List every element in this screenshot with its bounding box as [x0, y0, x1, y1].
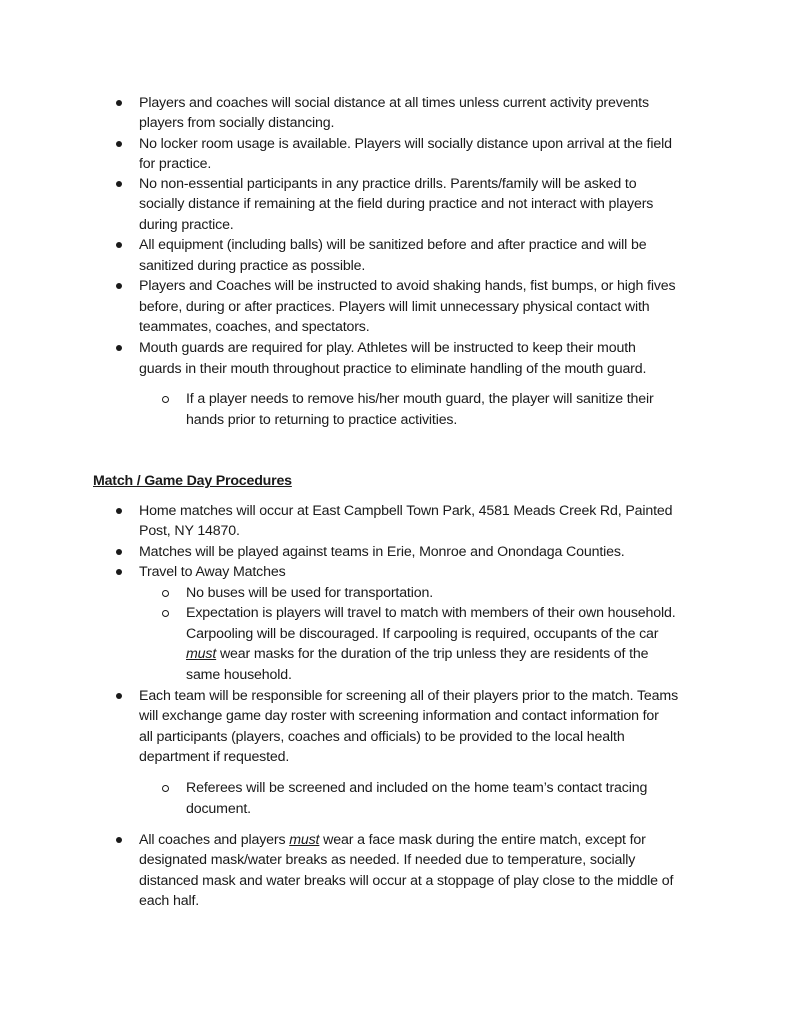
sub-list-item-line: must wear masks for the duration of the trip unless they are residents of the	[186, 646, 649, 662]
sub-list-item-line: Carpooling will be discouraged. If carpooling is required, occupants of the car	[186, 626, 659, 642]
list-item-line: guards in their mouth throughout practice to eliminate handling of the mouth guard.	[139, 361, 647, 377]
list-item-line: before, during or after practices. Players will limit unnecessary physical contact with	[139, 299, 650, 315]
list-item-line: Post, NY 14870.	[139, 523, 240, 539]
sub-bullet-icon	[162, 396, 169, 403]
bullet-icon	[116, 141, 122, 147]
list-item-line: will exchange game day roster with screening information and contact information for	[139, 708, 659, 724]
bullet-icon	[116, 837, 122, 843]
list-item-line: Players and Coaches will be instructed to avoid shaking hands, fist bumps, or high fives	[139, 278, 676, 294]
emphasis-must: must	[186, 646, 217, 662]
list-item-line: teammates, coaches, and spectators.	[139, 319, 370, 335]
sub-list-item-line: document.	[186, 801, 251, 817]
emphasis-must: must	[289, 832, 320, 848]
bullet-icon	[116, 100, 122, 106]
list-item-line: department if requested.	[139, 749, 290, 765]
bullet-icon	[116, 181, 122, 187]
list-item-line: Each team will be responsible for screening all of their players prior to the match. Teams	[139, 688, 679, 704]
sub-list-item-line: Expectation is players will travel to match with members of their own household.	[186, 605, 676, 621]
sub-list-item-line: hands prior to returning to practice activities.	[186, 412, 458, 428]
bullet-icon	[116, 283, 122, 289]
bullet-icon	[116, 345, 122, 351]
bullet-icon	[116, 242, 122, 248]
sub-list-item-line: Referees will be screened and included on the home team’s contact tracing	[186, 780, 648, 796]
sub-list-item-line: same household.	[186, 667, 292, 683]
list-item-line: distanced mask and water breaks will occur at a stoppage of play close to the middle of	[139, 873, 674, 889]
bullet-icon	[116, 508, 122, 514]
list-item-line: No non-essential participants in any practice drills. Parents/family will be asked to	[139, 176, 637, 192]
list-item-line: designated mask/water breaks as needed. If needed due to temperature, socially	[139, 852, 636, 868]
list-item-line: players from socially distancing.	[139, 115, 335, 131]
list-item-line: All equipment (including balls) will be sanitized before and after practice and will be	[139, 237, 647, 253]
list-item-line: Home matches will occur at East Campbell Town Park, 4581 Meads Creek Rd, Painted	[139, 503, 673, 519]
list-item-line: Mouth guards are required for play. Athletes will be instructed to keep their mouth	[139, 340, 636, 356]
list-item-line: all participants (players, coaches and officials) to be provided to the local health	[139, 729, 625, 745]
sub-list-item-line: No buses will be used for transportation.	[186, 585, 433, 601]
list-item-line: Travel to Away Matches	[139, 564, 286, 580]
sub-bullet-icon	[162, 590, 169, 597]
list-item-line: during practice.	[139, 217, 234, 233]
list-item-line: for practice.	[139, 156, 212, 172]
list-item-line: Matches will be played against teams in Erie, Monroe and Onondaga Counties.	[139, 544, 625, 560]
section-heading: Match / Game Day Procedures	[93, 473, 292, 489]
list-item-line: each half.	[139, 893, 200, 909]
list-item-line: All coaches and players must wear a face mask during the entire match, except for	[139, 832, 646, 848]
sub-list-item-line: If a player needs to remove his/her mouth guard, the player will sanitize their	[186, 391, 654, 407]
bullet-icon	[116, 569, 122, 575]
sub-bullet-icon	[162, 785, 169, 792]
bullet-icon	[116, 693, 122, 699]
list-item-line: sanitized during practice as possible.	[139, 258, 366, 274]
bullet-icon	[116, 549, 122, 555]
sub-bullet-icon	[162, 610, 169, 617]
list-item-line: Players and coaches will social distance at all times unless current activity prevents	[139, 95, 649, 111]
list-item-line: No locker room usage is available. Players will socially distance upon arrival at the field	[139, 136, 672, 152]
list-item-line: socially distance if remaining at the field during practice and not interact with players	[139, 196, 654, 212]
